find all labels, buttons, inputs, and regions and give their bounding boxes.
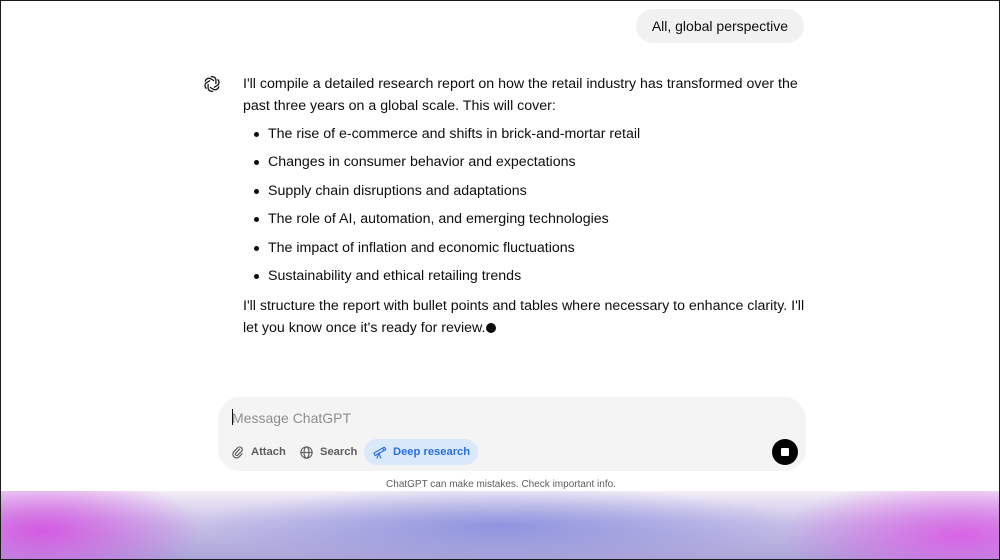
desktop-background (1, 491, 1000, 560)
list-item: The impact of inflation and economic fluctuations (243, 237, 808, 259)
assistant-intro: I'll compile a detailed research report on how the retail industry has transformed over the past three years on a global scale. This will cover: (243, 76, 798, 114)
deep-research-button[interactable] (364, 439, 478, 465)
paperclip-icon (231, 445, 245, 459)
search-button[interactable] (291, 439, 365, 465)
list-item: Sustainability and ethical retailing trends (243, 265, 808, 287)
message-input[interactable] (232, 408, 752, 428)
list-item: Supply chain disruptions and adaptations (243, 180, 808, 202)
stop-icon (781, 448, 789, 456)
list-item: Changes in consumer behavior and expectations (243, 151, 808, 173)
telescope-icon (372, 445, 387, 460)
openai-logo-icon (202, 74, 222, 94)
search-label: Search (320, 446, 358, 458)
attach-button[interactable] (223, 439, 294, 465)
assistant-outro-text: I'll structure the report with bullet points and tables where necessary to enhance clarity. I'll let you know once it's ready for review. (243, 297, 805, 336)
streaming-indicator-icon (486, 323, 496, 333)
list-item: The rise of e-commerce and shifts in brick-and-mortar retail (243, 123, 808, 145)
text-caret (232, 409, 233, 425)
disclaimer-text: ChatGPT can make mistakes. Check important info. (386, 479, 616, 490)
deep-research-label: Deep research (393, 446, 471, 458)
assistant-bullet-list (243, 123, 808, 287)
list-item: The role of AI, automation, and emerging technologies (243, 208, 808, 230)
user-message-bubble: All, global perspective (636, 9, 804, 43)
assistant-outro (243, 295, 808, 339)
globe-icon (299, 445, 314, 460)
assistant-message (243, 73, 808, 339)
stop-button[interactable] (772, 439, 798, 465)
attach-label: Attach (251, 446, 286, 458)
